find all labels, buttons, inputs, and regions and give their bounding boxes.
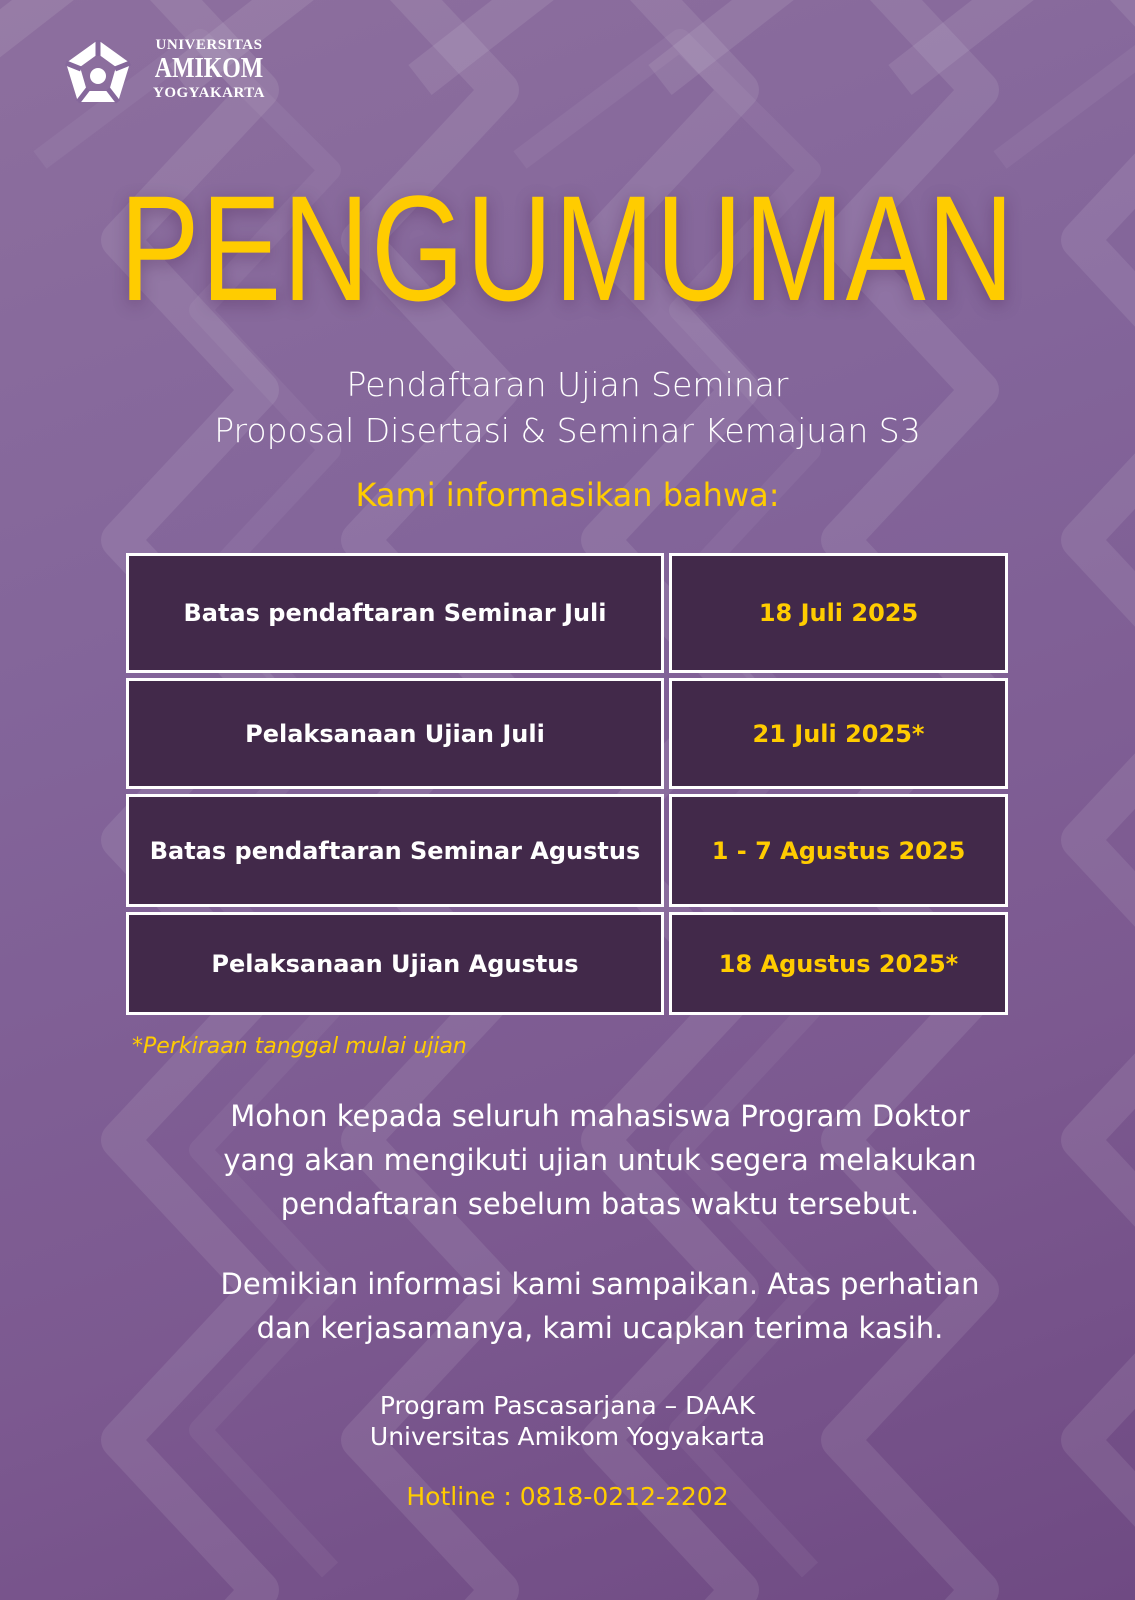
logo-text-amikom: AMIKOM <box>154 53 264 84</box>
logo-text-yogyakarta: YOGYAKARTA <box>153 85 265 101</box>
paragraph-line: yang akan mengikuti ujian untuk segera melakukan <box>223 1143 977 1177</box>
paragraph-line: pendaftaran sebelum batas waktu tersebut. <box>280 1187 920 1221</box>
amikom-pentagon-icon <box>58 36 138 116</box>
schedule-date: 18 Juli 2025 <box>669 553 1008 673</box>
footnote: *Perkiraan tanggal mulai ujian <box>132 1034 467 1059</box>
schedule-date: 18 Agustus 2025* <box>669 912 1008 1015</box>
schedule-label: Pelaksanaan Ujian Agustus <box>126 912 664 1015</box>
schedule-label: Pelaksanaan Ujian Juli <box>126 678 664 789</box>
signature <box>0 1390 1135 1452</box>
announcement-paragraph <box>160 1094 1040 1226</box>
logo-text-universitas: UNIVERSITAS <box>155 37 263 53</box>
table-row <box>126 912 1008 1015</box>
hotline-text: Hotline : 0818-0212-2202 <box>406 1482 729 1511</box>
table-row <box>126 794 1008 907</box>
signature-line-1: Program Pascasarjana – DAAK <box>379 1391 756 1420</box>
schedule-date: 21 Juli 2025* <box>669 678 1008 789</box>
schedule-label: Batas pendaftaran Seminar Agustus <box>126 794 664 907</box>
paragraph-line: dan kerjasamanya, kami ucapkan terima kasih. <box>256 1311 944 1345</box>
paragraph-line: Mohon kepada seluruh mahasiswa Program Doktor <box>230 1099 970 1133</box>
closing-paragraph <box>160 1262 1040 1350</box>
subtitle <box>0 362 1135 454</box>
page-title: PENGUMUMAN <box>119 164 1016 332</box>
paragraph-line: Demikian informasi kami sampaikan. Atas perhatian <box>220 1267 980 1301</box>
intro-text: Kami informasikan bahwa: <box>355 476 780 514</box>
schedule-date: 1 - 7 Agustus 2025 <box>669 794 1008 907</box>
schedule-label: Batas pendaftaran Seminar Juli <box>126 553 664 673</box>
table-row <box>126 678 1008 789</box>
subtitle-line-2: Proposal Disertasi & Seminar Kemajuan S3 <box>214 411 921 450</box>
table-row <box>126 553 1008 673</box>
subtitle-line-1: Pendaftaran Ujian Seminar <box>346 365 789 404</box>
signature-line-2: Universitas Amikom Yogyakarta <box>369 1422 766 1451</box>
schedule-table <box>126 553 1008 1020</box>
university-logo <box>58 36 278 118</box>
